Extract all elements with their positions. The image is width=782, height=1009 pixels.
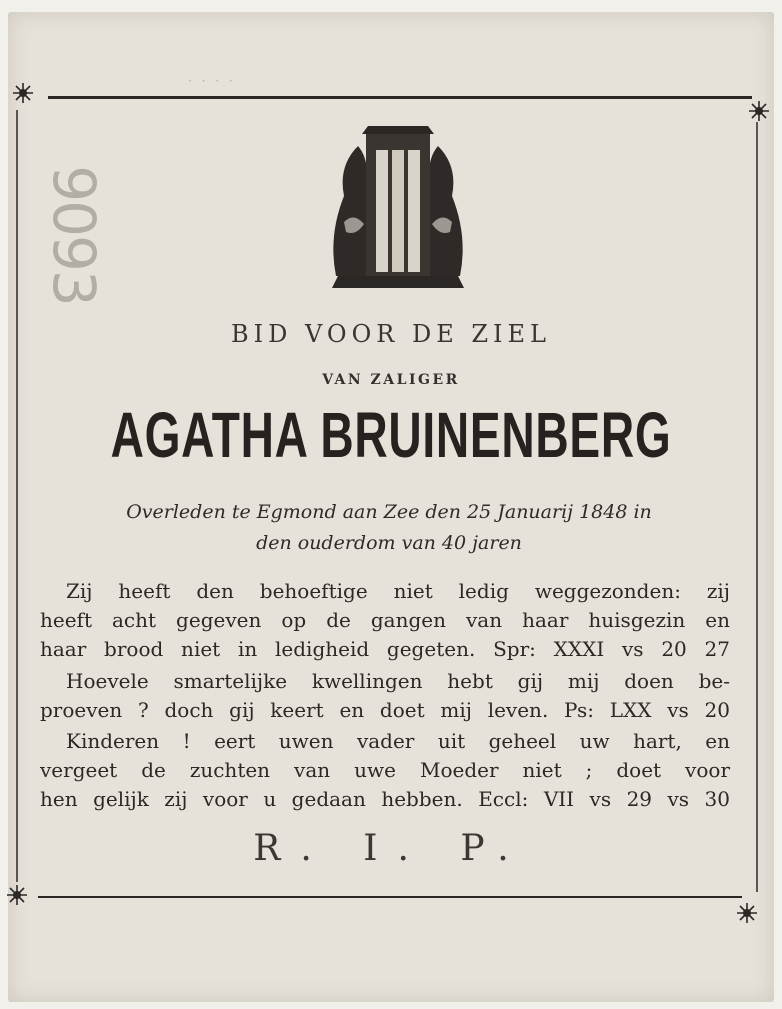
verse-line: proeven ? doch gij keert en doet mij leven. Ps: LXX vs 20 — [40, 698, 730, 722]
verse-line: haar brood niet in ledigheid gegeten. Spr: XXXI vs 20 27 — [40, 637, 730, 661]
verse-block-2 — [40, 667, 730, 725]
verse-line: heeft acht gegeven op de gangen van haar huisgezin en — [40, 608, 730, 632]
verse-block-1 — [40, 577, 730, 664]
prayer-heading: BID VOOR DE ZIEL — [231, 320, 551, 348]
verse-line: Hoevele smartelijke kwellingen hebt gij mij doen be- — [66, 669, 730, 693]
frame-top-border — [48, 96, 752, 99]
verse-line: vergeet de zuchten van uwe Moeder niet ; doet voor — [40, 758, 730, 782]
rip-closing: R. I. P. — [253, 828, 529, 869]
frame-bottom-border — [38, 896, 742, 898]
corner-ornament-icon — [736, 902, 758, 924]
verse-line: Kinderen ! eert uwen vader uit geheel uw hart, en — [66, 729, 730, 753]
verse-line: hen gelijk zij voor u gedaan hebben. Eccl: VII vs 29 vs 30 — [40, 787, 730, 811]
catalog-number-text: 9093 — [40, 165, 108, 305]
verse-line: Zij heeft den behoeftige niet ledig weggezonden: zij — [66, 579, 730, 603]
frame-right-border — [756, 122, 758, 892]
corner-ornament-icon — [6, 884, 28, 906]
faint-smudge: · · · · — [188, 74, 236, 88]
corner-ornament-icon — [12, 82, 34, 104]
deceased-name: AGATHA BRUINENBERG — [110, 399, 672, 471]
death-notice-line-1: Overleden te Egmond aan Zee den 25 Januarij 1848 in — [126, 501, 652, 523]
death-notice-line-2: den ouderdom van 40 jaren — [256, 532, 522, 554]
death-notice — [44, 497, 734, 559]
verse-block-3 — [40, 727, 730, 814]
corner-ornament-icon — [748, 100, 770, 122]
ornamental-emblem-icon — [318, 126, 478, 291]
late-subheading: VAN ZALIGER — [322, 372, 460, 388]
pencil-catalog-number — [0, 165, 159, 305]
